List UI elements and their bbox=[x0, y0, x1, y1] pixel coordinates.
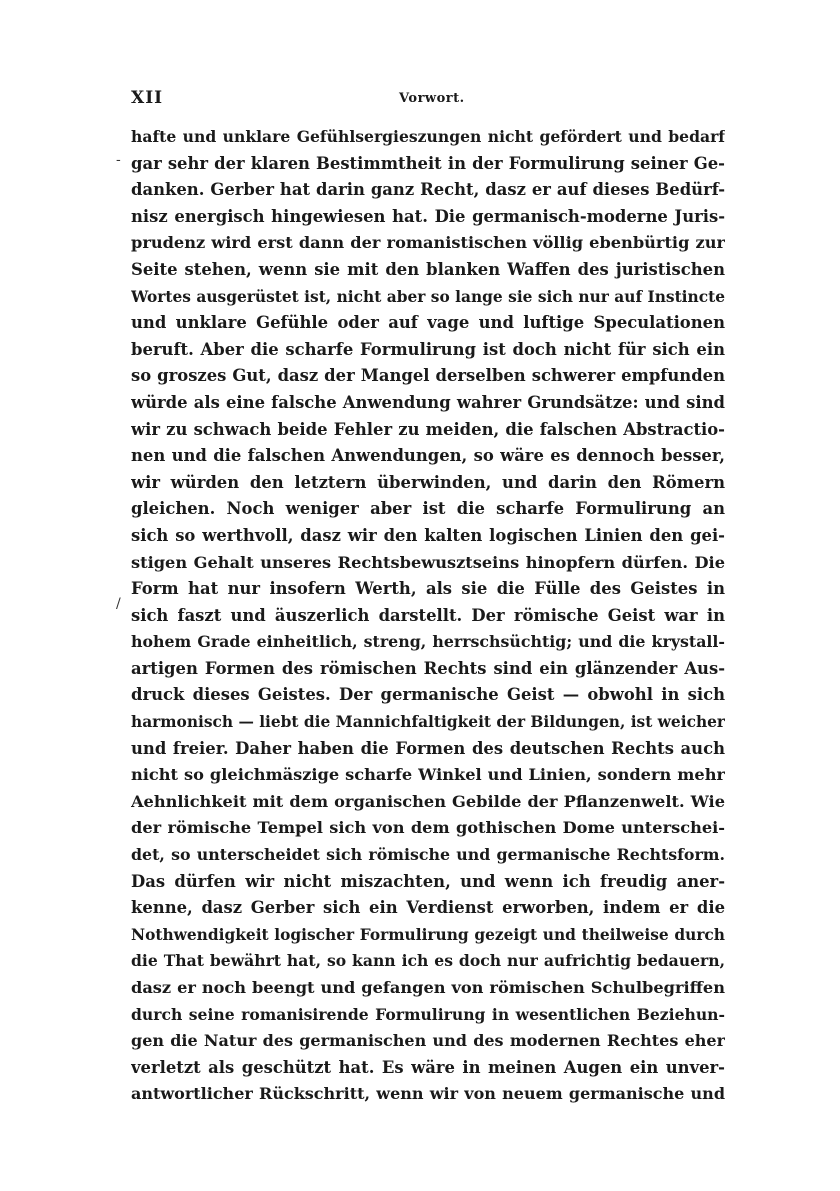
margin-mark: - bbox=[116, 152, 121, 168]
text-line: Wortes ausgerüstet ist, nicht aber so lange sie sich nur auf Instincte bbox=[131, 287, 725, 306]
page-number: XII bbox=[131, 88, 164, 108]
text-line: det, so unterscheidet sich römische und germanische Rechtsform. bbox=[131, 845, 725, 865]
text-line: Das dürfen wir nicht miszachten, und wenn ich freudig aner- bbox=[131, 871, 725, 891]
text-line: und unklare Gefühle oder auf vage und luftige Speculationen bbox=[131, 313, 725, 333]
text-line: Nothwendigkeit logischer Formulirung gezeigt und theilweise durch bbox=[131, 925, 725, 944]
text-line: kenne, dasz Gerber sich ein Verdienst erworben, indem er die bbox=[131, 898, 725, 918]
text-line: artigen Formen des römischen Rechts sind ein glänzender Aus- bbox=[131, 658, 725, 678]
text-line: Seite stehen, wenn sie mit den blanken Waffen des juristischen bbox=[131, 259, 725, 279]
text-line: nicht so gleichmäszige scharfe Winkel und Linien, sondern mehr bbox=[131, 765, 725, 785]
text-line: stigen Gehalt unseres Rechtsbewusztseins hinopfern dürfen. Die bbox=[131, 552, 725, 572]
text-line: nisz energisch hingewiesen hat. Die germanisch-moderne Juris- bbox=[131, 206, 725, 226]
body-text bbox=[131, 124, 725, 1108]
running-head: Vorwort. bbox=[399, 91, 465, 106]
text-line: harmonisch — liebt die Mannichfaltigkeit der Bildungen, ist weicher bbox=[131, 713, 725, 732]
text-line: druck dieses Geistes. Der germanische Geist — obwohl in sich bbox=[131, 685, 725, 705]
text-line: beruft. Aber die scharfe Formulirung ist doch nicht für sich ein bbox=[131, 339, 725, 359]
text-line: verletzt als geschützt hat. Es wäre in meinen Augen ein unver- bbox=[131, 1057, 725, 1077]
text-line: die That bewährt hat, so kann ich es doch nur aufrichtig bedauern, bbox=[131, 951, 725, 971]
text-line: gen die Natur des germanischen und des modernen Rechtes eher bbox=[131, 1031, 725, 1051]
text-line: nen und die falschen Anwendungen, so wäre es dennoch besser, bbox=[131, 446, 725, 466]
text-line: dasz er noch beengt und gefangen von römischen Schulbegriffen bbox=[131, 978, 725, 997]
margin-mark: / bbox=[116, 596, 121, 612]
page-header bbox=[131, 88, 725, 116]
text-line: antwortlicher Rückschritt, wenn wir von neuem germanische und bbox=[131, 1084, 725, 1104]
text-line: prudenz wird erst dann der romanistischen völlig ebenbürtig zur bbox=[131, 233, 725, 253]
text-line: wir würden den letztern überwinden, und darin den Römern bbox=[131, 472, 725, 492]
text-line: sich faszt und äuszerlich darstellt. Der römische Geist war in bbox=[131, 605, 725, 625]
text-line: der römische Tempel sich von dem gothischen Dome unterschei- bbox=[131, 818, 725, 838]
text-line: Form hat nur insofern Werth, als sie die Fülle des Geistes in bbox=[131, 579, 725, 599]
text-line: würde als eine falsche Anwendung wahrer Grundsätze: und sind bbox=[131, 392, 725, 412]
text-line: sich so werthvoll, dasz wir den kalten logischen Linien den gei- bbox=[131, 525, 725, 545]
text-line: hafte und unklare Gefühlsergieszungen nicht gefördert und bedarf bbox=[131, 127, 725, 146]
text-line: hohem Grade einheitlich, streng, herrschsüchtig; und die krystall- bbox=[131, 632, 725, 652]
text-line: Aehnlichkeit mit dem organischen Gebilde der Pflanzenwelt. Wie bbox=[131, 791, 725, 811]
text-line: gar sehr der klaren Bestimmtheit in der Formulirung seiner Ge- bbox=[131, 153, 725, 173]
text-line: und freier. Daher haben die Formen des deutschen Rechts auch bbox=[131, 738, 725, 758]
text-line: danken. Gerber hat darin ganz Recht, dasz er auf dieses Bedürf- bbox=[131, 180, 725, 200]
text-line: so groszes Gut, dasz der Mangel derselben schwerer empfunden bbox=[131, 366, 725, 386]
text-line: gleichen. Noch weniger aber ist die scharfe Formulirung an bbox=[131, 499, 725, 519]
text-line: wir zu schwach beide Fehler zu meiden, die falschen Abstractio- bbox=[131, 419, 725, 439]
text-line: durch seine romanisirende Formulirung in wesentlichen Beziehun- bbox=[131, 1004, 725, 1024]
